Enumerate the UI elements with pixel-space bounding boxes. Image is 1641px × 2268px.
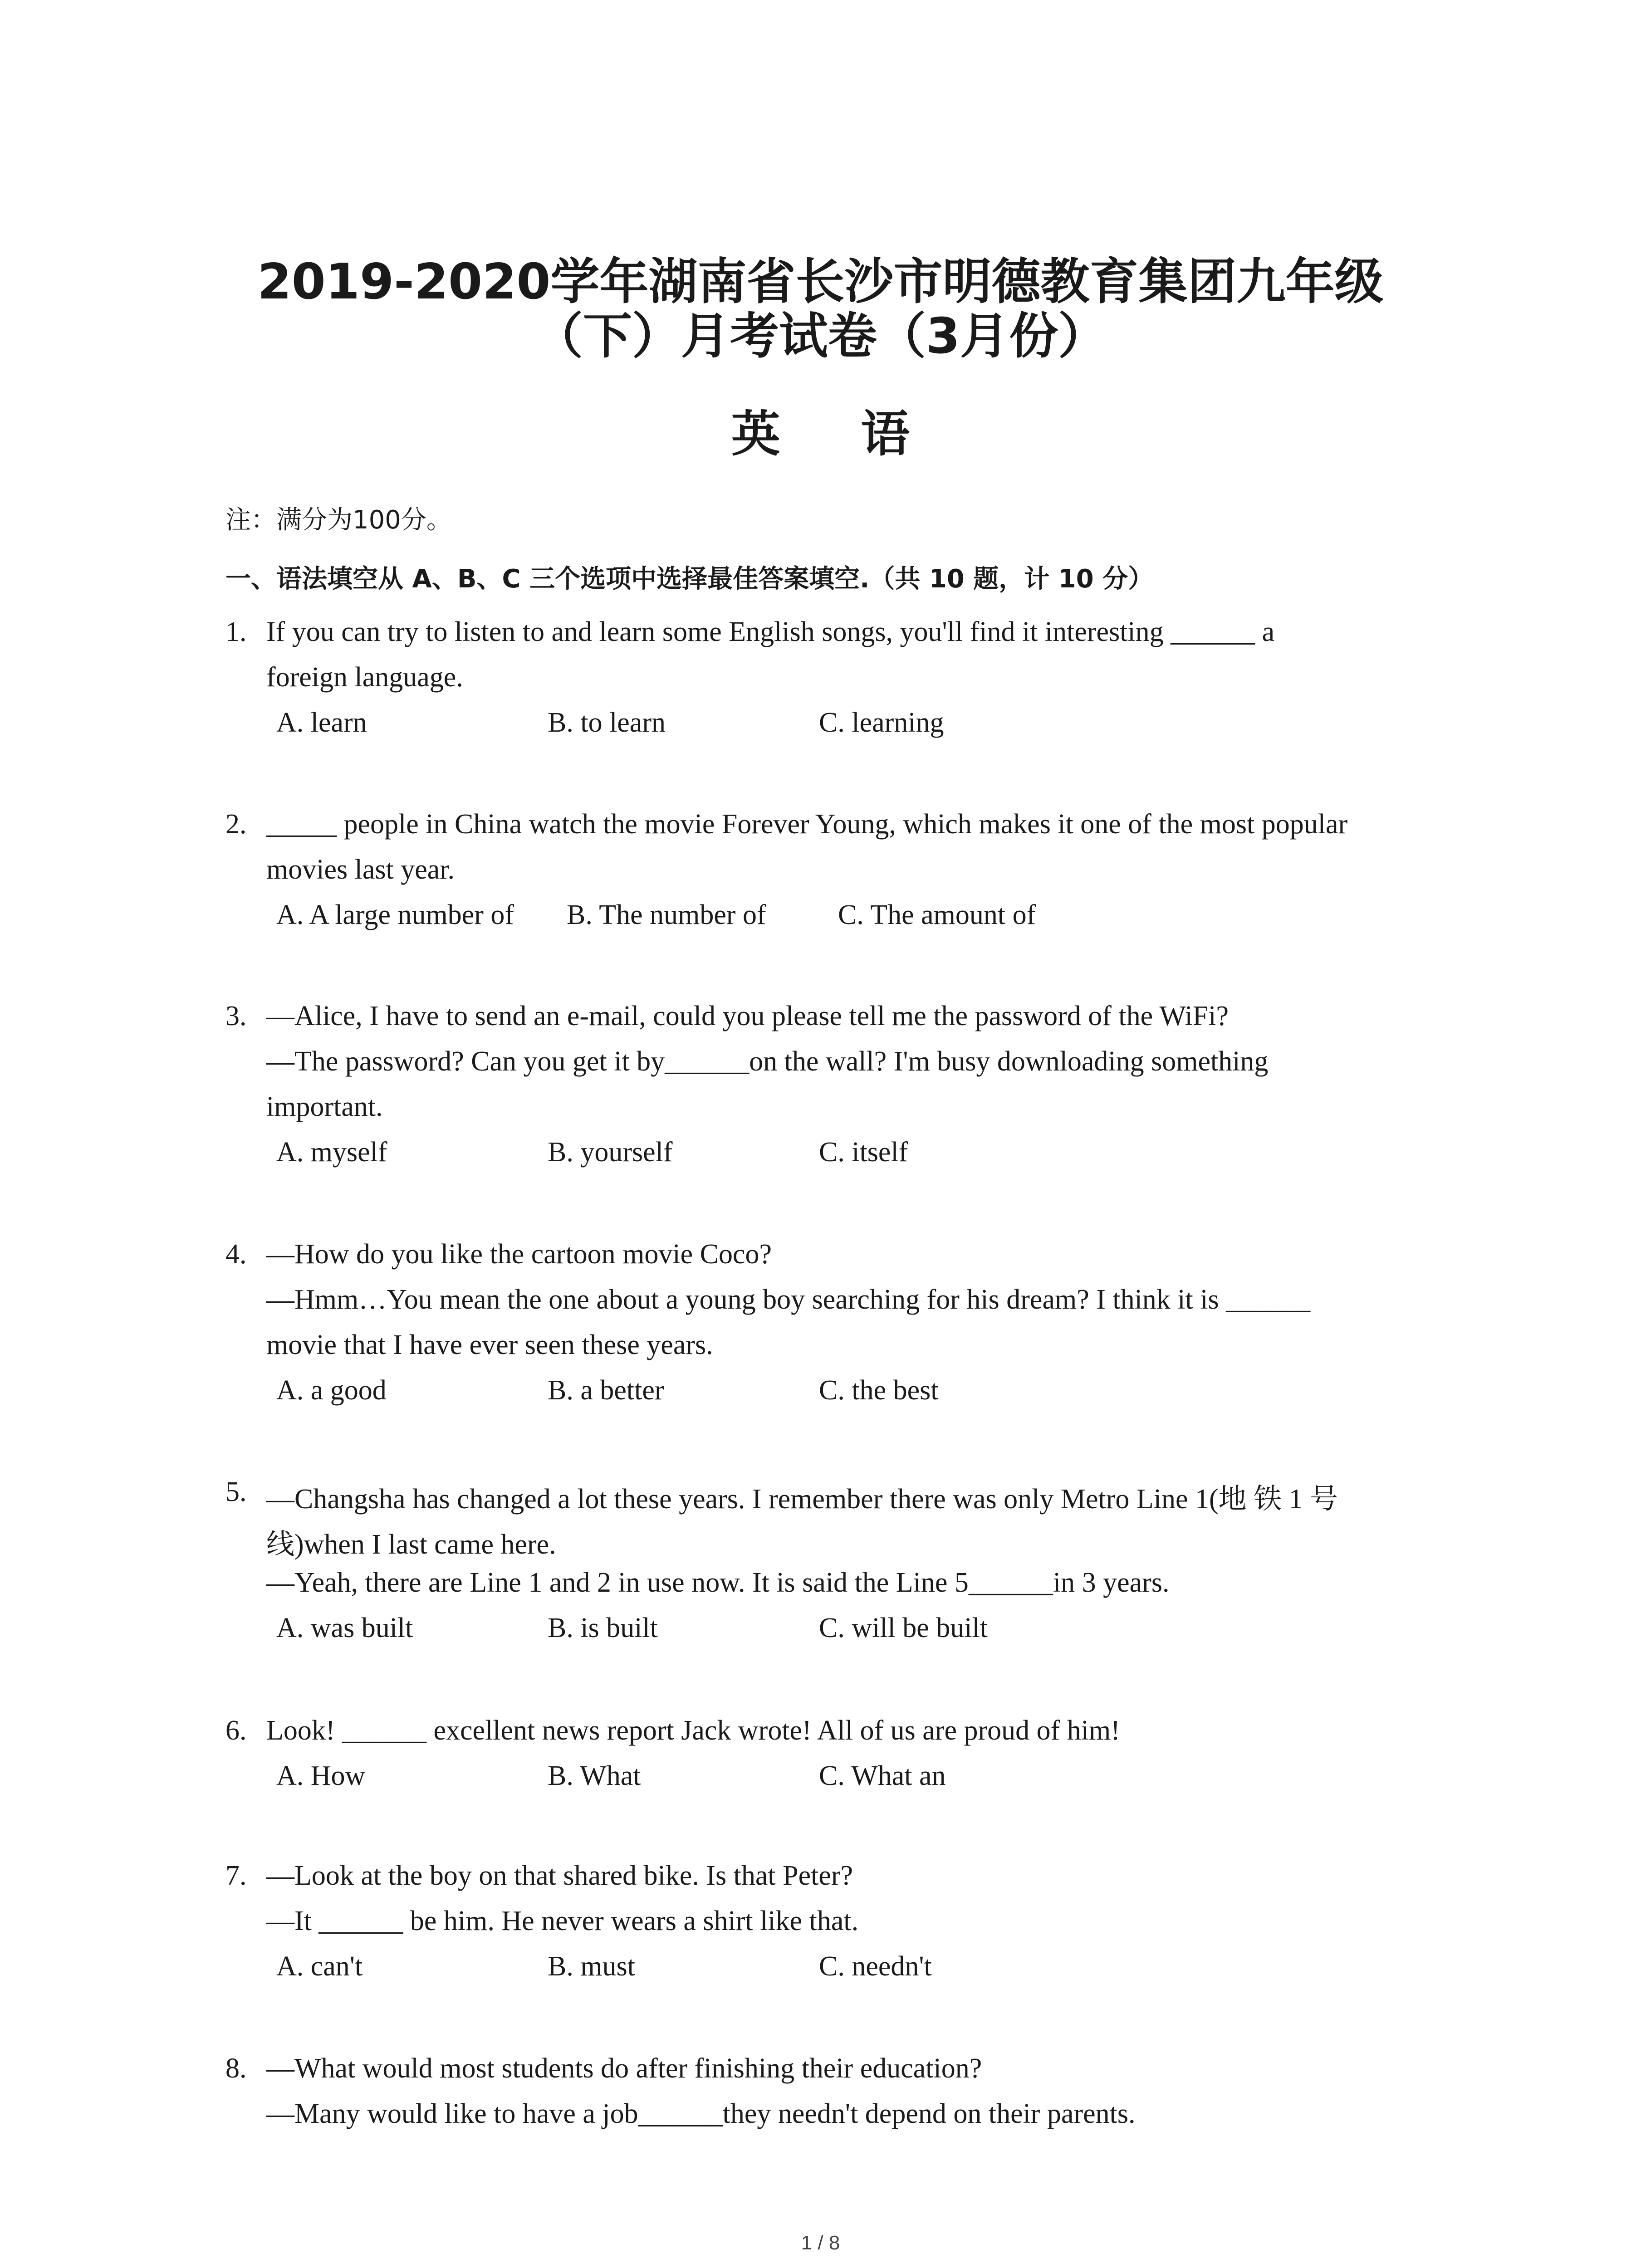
option-c: C. What an [819, 1760, 946, 1791]
score-note: 注：满分为100分。 [225, 505, 452, 535]
question-text-line: —Changsha has changed a lot these years. I remember there was only Metro Line 1(地 铁 1 号 [266, 1484, 1338, 1515]
question-text-line: _____ people in China watch the movie Forever Young, which makes it one of the most popular [266, 809, 1348, 840]
option-b: B. The number of [567, 899, 766, 930]
question-number: 3. [225, 1001, 247, 1031]
question-text-line: —Look at the boy on that shared bike. Is that Peter? [266, 1860, 853, 1891]
option-c: C. needn't [819, 1951, 932, 1982]
question-text-line: —Many would like to have a job______they needn't depend on their parents. [266, 2098, 1136, 2129]
option-b: B. yourself [548, 1137, 673, 1168]
question-number: 6. [225, 1715, 247, 1746]
question-text-line: —How do you like the cartoon movie Coco? [266, 1239, 772, 1270]
question-number: 5. [225, 1476, 247, 1507]
question-text-line: —Hmm…You mean the one about a young boy searching for his dream? I think it is ______ [266, 1284, 1311, 1315]
option-a: A. A large number of [276, 899, 514, 930]
question-number: 2. [225, 809, 247, 840]
option-a: A. How [276, 1760, 366, 1791]
option-c: C. learning [819, 707, 944, 738]
page-indicator: 1 / 8 [801, 2232, 840, 2254]
option-c: C. itself [819, 1137, 908, 1168]
option-b: B. to learn [548, 707, 666, 738]
option-c: C. The amount of [838, 899, 1036, 930]
question-text-line: —It ______ be him. He never wears a shirt like that. [266, 1906, 859, 1936]
question-text-line: important. [266, 1091, 383, 1122]
option-c: C. will be built [819, 1613, 988, 1643]
question-number: 1. [225, 616, 247, 647]
document-title-line-1: 2019-2020学年湖南省长沙市明德教育集团九年级 [257, 254, 1384, 310]
question-text-line: 线)when I last came here. [266, 1529, 556, 1560]
option-a: A. myself [276, 1137, 387, 1168]
question-number: 8. [225, 2053, 247, 2084]
question-text-line: —Yeah, there are Line 1 and 2 in use now. It is said the Line 5______in 3 years. [266, 1567, 1170, 1598]
question-text-line: movie that I have ever seen these years. [266, 1330, 713, 1360]
question-number: 4. [225, 1239, 247, 1270]
option-b: B. What [548, 1760, 641, 1791]
option-a: A. learn [276, 707, 367, 738]
question-text-line: If you can try to listen to and learn some English songs, you'll find it interesting ______ a [266, 616, 1275, 647]
question-text-line: Look! ______ excellent news report Jack wrote! All of us are proud of him! [266, 1715, 1120, 1746]
option-b: B. is built [548, 1613, 658, 1643]
option-a: A. a good [276, 1375, 387, 1406]
question-number: 7. [225, 1860, 247, 1891]
question-text-line: movies last year. [266, 854, 455, 885]
option-c: C. the best [819, 1375, 939, 1406]
option-a: A. can't [276, 1951, 363, 1982]
question-text-line: foreign language. [266, 662, 463, 693]
option-b: B. a better [548, 1375, 664, 1406]
option-b: B. must [548, 1951, 635, 1982]
question-text-line: —What would most students do after finishing their education? [266, 2053, 982, 2084]
document-title-line-2: （下）月考试卷（3月份） [534, 308, 1107, 365]
option-a: A. was built [276, 1613, 413, 1643]
question-text-line: —The password? Can you get it by______on the wall? I'm busy downloading something [266, 1046, 1269, 1077]
subject-heading: 英 语 [731, 406, 942, 463]
question-text-line: —Alice, I have to send an e-mail, could you please tell me the password of the WiFi? [266, 1001, 1229, 1031]
section-heading: 一、语法填空从 A、B、C 三个选项中选择最佳答案填空.（共 10 题，计 10 分） [225, 564, 1154, 594]
